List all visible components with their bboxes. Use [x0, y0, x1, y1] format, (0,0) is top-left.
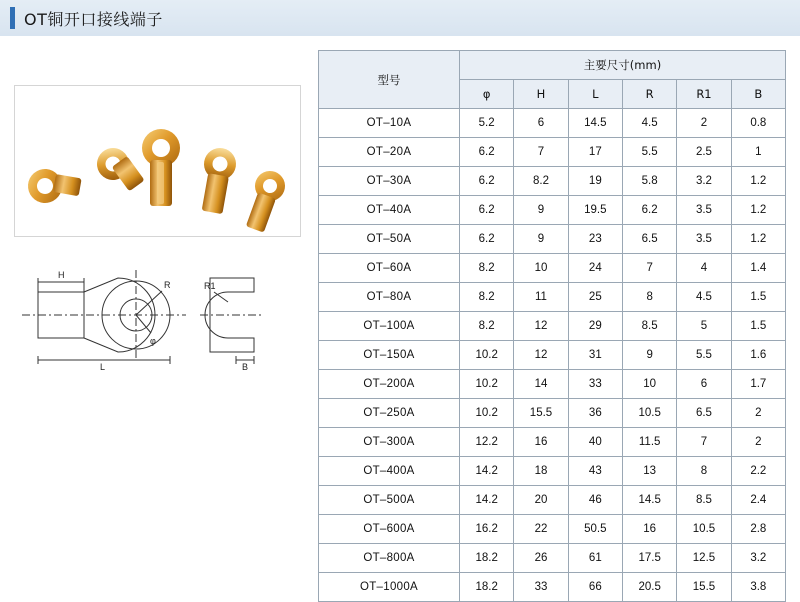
cell-φ: 6.2	[460, 225, 514, 254]
cell-model: OT–200A	[319, 370, 460, 399]
cell-R1: 6	[677, 370, 731, 399]
cell-φ: 6.2	[460, 167, 514, 196]
cell-L: 25	[568, 283, 622, 312]
cell-B: 1.2	[731, 196, 785, 225]
table-row	[319, 312, 786, 341]
cell-R: 13	[622, 457, 676, 486]
terminals-photo-graphic	[15, 86, 300, 236]
cell-R: 20.5	[622, 573, 676, 602]
table-row	[319, 283, 786, 312]
spec-table	[318, 50, 786, 602]
cell-H: 18	[514, 457, 568, 486]
label-R1: R1	[204, 281, 216, 291]
table-row	[319, 341, 786, 370]
cell-φ: 18.2	[460, 544, 514, 573]
table-row	[319, 167, 786, 196]
table-row	[319, 370, 786, 399]
cell-R: 16	[622, 515, 676, 544]
col-header-model: 型号	[319, 51, 460, 109]
cell-L: 19.5	[568, 196, 622, 225]
product-photo	[14, 85, 301, 237]
table-row	[319, 486, 786, 515]
cell-R1: 2.5	[677, 138, 731, 167]
cell-R1: 3.5	[677, 225, 731, 254]
spec-table-head	[319, 51, 786, 109]
cell-L: 46	[568, 486, 622, 515]
col-header-l: L	[568, 80, 622, 109]
cell-model: OT–400A	[319, 457, 460, 486]
cell-H: 16	[514, 428, 568, 457]
cell-H: 15.5	[514, 399, 568, 428]
cell-B: 2.8	[731, 515, 785, 544]
cell-model: OT–800A	[319, 544, 460, 573]
cell-R: 10.5	[622, 399, 676, 428]
table-head-row-1	[319, 51, 786, 80]
cell-L: 50.5	[568, 515, 622, 544]
cell-model: OT–250A	[319, 399, 460, 428]
cell-B: 1.4	[731, 254, 785, 283]
cell-φ: 5.2	[460, 109, 514, 138]
header-accent-bar	[10, 7, 15, 29]
col-header-phi: φ	[460, 80, 514, 109]
cell-H: 14	[514, 370, 568, 399]
spec-table-wrap	[318, 50, 786, 602]
cell-φ: 14.2	[460, 486, 514, 515]
cell-L: 29	[568, 312, 622, 341]
cell-L: 31	[568, 341, 622, 370]
label-B: B	[242, 362, 249, 372]
label-R: R	[164, 280, 171, 290]
table-row	[319, 225, 786, 254]
cell-model: OT–300A	[319, 428, 460, 457]
cell-H: 22	[514, 515, 568, 544]
cell-H: 33	[514, 573, 568, 602]
cell-H: 26	[514, 544, 568, 573]
cell-B: 1.2	[731, 167, 785, 196]
col-header-h: H	[514, 80, 568, 109]
cell-L: 17	[568, 138, 622, 167]
cell-H: 20	[514, 486, 568, 515]
cell-R1: 12.5	[677, 544, 731, 573]
cell-model: OT–1000A	[319, 573, 460, 602]
cell-L: 66	[568, 573, 622, 602]
col-header-b: B	[731, 80, 785, 109]
cell-L: 14.5	[568, 109, 622, 138]
cell-R1: 5	[677, 312, 731, 341]
page-title: OT铜开口接线端子	[24, 9, 163, 29]
cell-R: 7	[622, 254, 676, 283]
label-H: H	[58, 270, 65, 280]
cell-H: 12	[514, 341, 568, 370]
table-row	[319, 138, 786, 167]
cell-H: 9	[514, 196, 568, 225]
table-row	[319, 196, 786, 225]
cell-R: 10	[622, 370, 676, 399]
cell-φ: 10.2	[460, 399, 514, 428]
cell-L: 40	[568, 428, 622, 457]
cell-R1: 15.5	[677, 573, 731, 602]
cell-R1: 3.5	[677, 196, 731, 225]
table-row	[319, 399, 786, 428]
cell-model: OT–50A	[319, 225, 460, 254]
cell-model: OT–60A	[319, 254, 460, 283]
cell-R: 17.5	[622, 544, 676, 573]
cell-B: 2	[731, 428, 785, 457]
label-L: L	[100, 362, 106, 372]
label-phi: φ	[150, 336, 156, 346]
cell-φ: 16.2	[460, 515, 514, 544]
cell-model: OT–150A	[319, 341, 460, 370]
cell-B: 1.5	[731, 312, 785, 341]
cell-H: 9	[514, 225, 568, 254]
cell-R: 9	[622, 341, 676, 370]
cell-B: 2	[731, 399, 785, 428]
cell-R: 6.5	[622, 225, 676, 254]
table-row	[319, 457, 786, 486]
cell-R: 4.5	[622, 109, 676, 138]
cell-R: 8	[622, 283, 676, 312]
cell-R: 8.5	[622, 312, 676, 341]
col-header-r: R	[622, 80, 676, 109]
cell-R1: 4.5	[677, 283, 731, 312]
cell-B: 0.8	[731, 109, 785, 138]
cell-B: 1	[731, 138, 785, 167]
cell-R1: 4	[677, 254, 731, 283]
cell-φ: 6.2	[460, 196, 514, 225]
cell-B: 1.2	[731, 225, 785, 254]
dimension-drawing-graphic	[14, 258, 299, 373]
cell-model: OT–600A	[319, 515, 460, 544]
cell-H: 6	[514, 109, 568, 138]
col-header-group: 主要尺寸(mm)	[460, 51, 786, 80]
cell-R: 5.5	[622, 138, 676, 167]
cell-model: OT–40A	[319, 196, 460, 225]
cell-φ: 8.2	[460, 254, 514, 283]
spec-table-body	[319, 109, 786, 602]
cell-B: 1.6	[731, 341, 785, 370]
cell-φ: 18.2	[460, 573, 514, 602]
cell-L: 43	[568, 457, 622, 486]
table-row	[319, 515, 786, 544]
col-header-r1: R1	[677, 80, 731, 109]
cell-R1: 10.5	[677, 515, 731, 544]
cell-B: 1.7	[731, 370, 785, 399]
cell-R1: 8.5	[677, 486, 731, 515]
cell-H: 10	[514, 254, 568, 283]
cell-R1: 7	[677, 428, 731, 457]
table-row	[319, 109, 786, 138]
cell-R1: 3.2	[677, 167, 731, 196]
table-row	[319, 254, 786, 283]
cell-model: OT–10A	[319, 109, 460, 138]
cell-R1: 6.5	[677, 399, 731, 428]
cell-B: 2.4	[731, 486, 785, 515]
cell-φ: 14.2	[460, 457, 514, 486]
cell-model: OT–500A	[319, 486, 460, 515]
cell-R: 11.5	[622, 428, 676, 457]
cell-B: 3.2	[731, 544, 785, 573]
cell-R: 6.2	[622, 196, 676, 225]
cell-L: 36	[568, 399, 622, 428]
table-row	[319, 544, 786, 573]
cell-H: 11	[514, 283, 568, 312]
cell-H: 8.2	[514, 167, 568, 196]
cell-H: 7	[514, 138, 568, 167]
cell-B: 2.2	[731, 457, 785, 486]
cell-R: 5.8	[622, 167, 676, 196]
cell-L: 61	[568, 544, 622, 573]
cell-L: 23	[568, 225, 622, 254]
cell-H: 12	[514, 312, 568, 341]
cell-L: 19	[568, 167, 622, 196]
cell-L: 33	[568, 370, 622, 399]
table-row	[319, 428, 786, 457]
cell-φ: 10.2	[460, 370, 514, 399]
cell-φ: 12.2	[460, 428, 514, 457]
cell-φ: 6.2	[460, 138, 514, 167]
cell-R: 14.5	[622, 486, 676, 515]
cell-model: OT–30A	[319, 167, 460, 196]
cell-model: OT–80A	[319, 283, 460, 312]
cell-φ: 8.2	[460, 283, 514, 312]
dimension-drawing	[14, 258, 299, 373]
table-row	[319, 573, 786, 602]
page-header	[0, 0, 800, 36]
cell-L: 24	[568, 254, 622, 283]
cell-B: 3.8	[731, 573, 785, 602]
cell-R1: 2	[677, 109, 731, 138]
cell-R1: 8	[677, 457, 731, 486]
cell-φ: 8.2	[460, 312, 514, 341]
cell-φ: 10.2	[460, 341, 514, 370]
cell-model: OT–100A	[319, 312, 460, 341]
cell-R1: 5.5	[677, 341, 731, 370]
cell-model: OT–20A	[319, 138, 460, 167]
cell-B: 1.5	[731, 283, 785, 312]
